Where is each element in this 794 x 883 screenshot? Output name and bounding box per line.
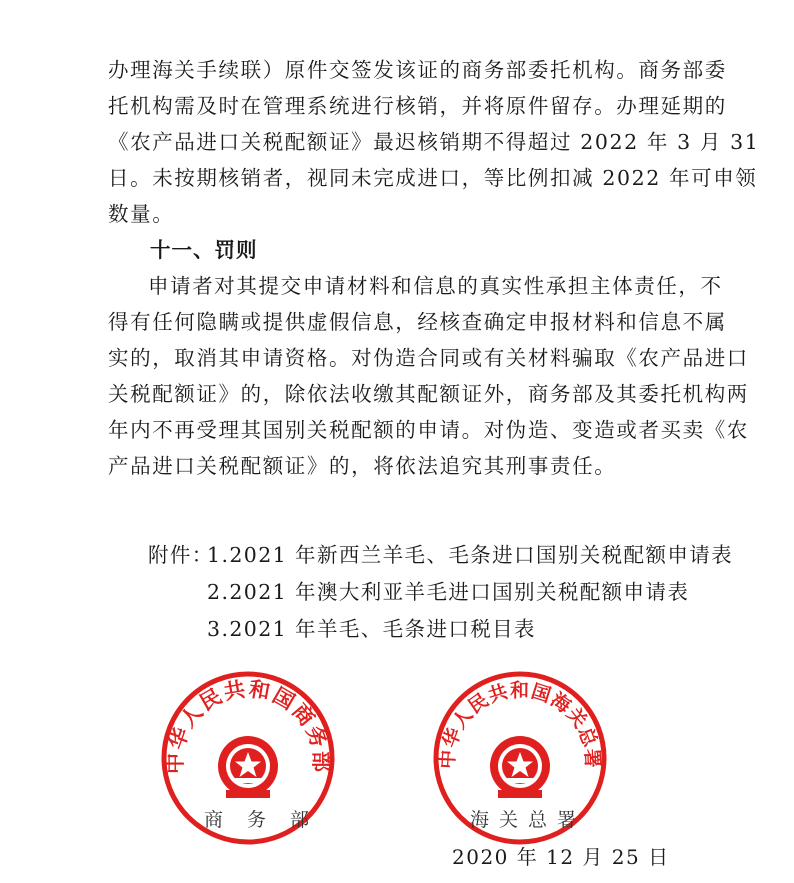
seal-2-ring-text: 中华人民共和国海关总署 bbox=[436, 679, 604, 770]
section-heading: 十一、罚则 bbox=[150, 238, 258, 262]
seal-2-issuer: 海关总署 bbox=[470, 809, 587, 831]
national-emblem-icon bbox=[218, 736, 278, 798]
paragraph-1-line-1: 办理海关手续联）原件交签发该证的商务部委托机构。商务部委 bbox=[108, 58, 727, 82]
seal-1-issuer: 商务部 bbox=[204, 809, 334, 831]
attachment-item-3: 3.2021 年羊毛、毛条进口税目表 bbox=[207, 617, 536, 641]
commerce-ministry-seal bbox=[160, 670, 336, 846]
paragraph-1-line-4: 日。未按期核销者，视同未完成进口，等比例扣减 2022 年可申领 bbox=[108, 166, 758, 190]
paragraph-2-line-3: 实的，取消其申请资格。对伪造合同或有关材料骗取《农产品进口 bbox=[108, 346, 749, 370]
attachments-label: 附件： bbox=[148, 543, 214, 567]
paragraph-2-line-2: 得有任何隐瞒或提供虚假信息，经核查确定申报材料和信息不属 bbox=[108, 310, 727, 334]
attachment-item-1: 1.2021 年新西兰羊毛、毛条进口国别关税配额申请表 bbox=[207, 543, 734, 567]
customs-administration-seal bbox=[432, 670, 608, 846]
paragraph-2-line-5: 年内不再受理其国别关税配额的申请。对伪造、变造或者买卖《农 bbox=[108, 418, 749, 442]
attachment-item-2: 2.2021 年澳大利亚羊毛进口国别关税配额申请表 bbox=[207, 580, 690, 604]
national-emblem-icon bbox=[490, 736, 550, 798]
paragraph-1-line-5: 数量。 bbox=[108, 202, 175, 226]
paragraph-2-line-1: 申请者对其提交申请材料和信息的真实性承担主体责任，不 bbox=[148, 274, 723, 298]
seal-1-ring-text: 中华人民共和国商务部 bbox=[162, 676, 334, 775]
paragraph-1-line-3: 《农产品进口关税配额证》最迟核销期不得超过 2022 年 3 月 31 bbox=[108, 130, 760, 154]
document-date: 2020 年 12 月 25 日 bbox=[452, 845, 670, 869]
paragraph-1-line-2: 托机构需及时在管理系统进行核销，并将原件留存。办理延期的 bbox=[108, 94, 727, 118]
paragraph-2-line-4: 关税配额证》的，除依法收缴其配额证外，商务部及其委托机构两 bbox=[108, 382, 749, 406]
paragraph-2-line-6: 产品进口关税配额证》的，将依法追究其刑事责任。 bbox=[108, 454, 617, 478]
